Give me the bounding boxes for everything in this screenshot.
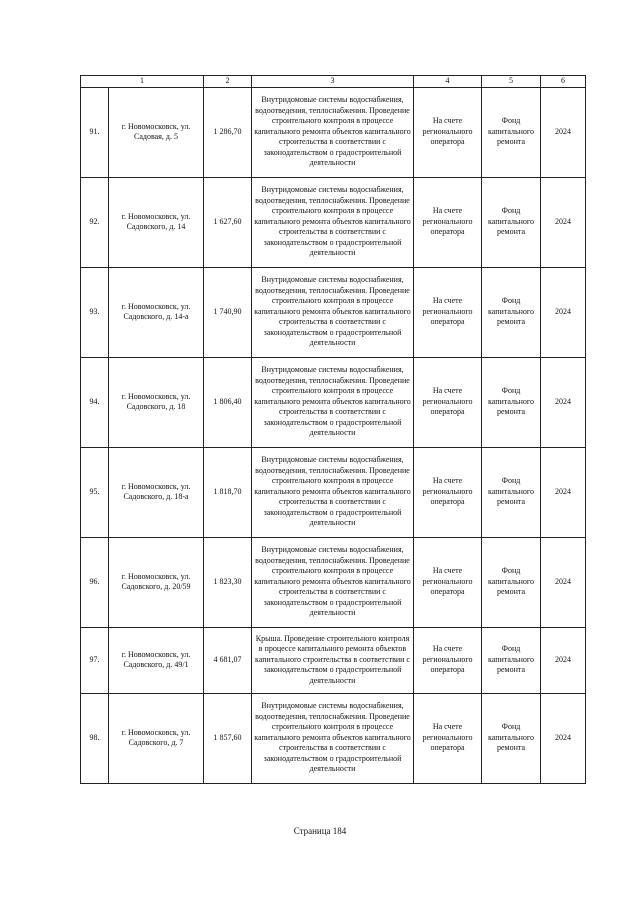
row-number: 92. xyxy=(81,177,109,267)
row-number: 96. xyxy=(81,537,109,627)
address-cell: г. Новомосковск, ул. Садовского, д. 18 xyxy=(109,357,204,447)
work-description-cell: Внутридомовые системы водоснабжения, водоотведения, теплоснабжения. Проведение строительного контроля в процессе капитального ремонта объектов капитального строительства в соответствии с законодательством о градостроительной деятельности xyxy=(252,177,414,267)
funding-source-cell: На счете регионального оператора xyxy=(414,87,482,177)
year-cell: 2024 xyxy=(541,357,586,447)
header-col-1: 1 xyxy=(81,76,204,88)
table-row xyxy=(81,267,586,357)
address-cell: г. Новомосковск, ул. Садовского, д. 14 xyxy=(109,177,204,267)
cost-cell: 1 286,70 xyxy=(204,87,252,177)
row-number: 97. xyxy=(81,627,109,693)
table-row xyxy=(81,627,586,693)
cost-cell: 1 806,40 xyxy=(204,357,252,447)
cost-cell: 1 857,60 xyxy=(204,693,252,783)
fund-cell: Фонд капитального ремонта xyxy=(482,357,541,447)
cost-cell: 1 823,30 xyxy=(204,537,252,627)
address-cell: г. Новомосковск, ул. Садовского, д. 49/1 xyxy=(109,627,204,693)
fund-cell: Фонд капитального ремонта xyxy=(482,87,541,177)
funding-source-cell: На счете регионального оператора xyxy=(414,537,482,627)
fund-cell: Фонд капитального ремонта xyxy=(482,627,541,693)
page-number: Страница 184 xyxy=(293,826,347,836)
funding-source-cell: На счете регионального оператора xyxy=(414,177,482,267)
fund-cell: Фонд капитального ремонта xyxy=(482,537,541,627)
funding-source-cell: На счете регионального оператора xyxy=(414,693,482,783)
row-number: 91. xyxy=(81,87,109,177)
header-col-5: 5 xyxy=(482,76,541,88)
fund-cell: Фонд капитального ремонта xyxy=(482,267,541,357)
work-description-cell: Крыша. Проведение строительного контроля в процессе капитального ремонта объектов капитального строительства в соответствии с законодательством о градостроительной деятельности xyxy=(252,627,414,693)
cost-cell: 1 627,60 xyxy=(204,177,252,267)
year-cell: 2024 xyxy=(541,627,586,693)
table-row xyxy=(81,693,586,783)
work-description-cell: Внутридомовые системы водоснабжения, водоотведения, теплоснабжения. Проведение строительного контроля в процессе капитального ремонта объектов капитального строительства в соответствии с законодательством о градостроительной деятельности xyxy=(252,357,414,447)
address-cell: г. Новомосковск, ул. Садовского, д. 14-а xyxy=(109,267,204,357)
table-body xyxy=(81,87,586,783)
cost-cell: 4 681,07 xyxy=(204,627,252,693)
work-description-cell: Внутридомовые системы водоснабжения, водоотведения, теплоснабжения. Проведение строительного контроля в процессе капитального ремонта объектов капитального строительства в соответствии с законодательством о градостроительной деятельности xyxy=(252,447,414,537)
year-cell: 2024 xyxy=(541,267,586,357)
work-description-cell: Внутридомовые системы водоснабжения, водоотведения, теплоснабжения. Проведение строительного контроля в процессе капитального ремонта объектов капитального строительства в соответствии с законодательством о градостроительной деятельности xyxy=(252,693,414,783)
row-number: 98. xyxy=(81,693,109,783)
funding-source-cell: На счете регионального оператора xyxy=(414,447,482,537)
work-description-cell: Внутридомовые системы водоснабжения, водоотведения, теплоснабжения. Проведение строительного контроля в процессе капитального ремонта объектов капитального строительства в соответствии с законодательством о градостроительной деятельности xyxy=(252,267,414,357)
table-row xyxy=(81,177,586,267)
table-row xyxy=(81,537,586,627)
row-number: 94. xyxy=(81,357,109,447)
header-col-6: 6 xyxy=(541,76,586,88)
table-row xyxy=(81,87,586,177)
row-number: 93. xyxy=(81,267,109,357)
header-col-4: 4 xyxy=(414,76,482,88)
address-cell: г. Новомосковск, ул. Садовского, д. 7 xyxy=(109,693,204,783)
work-description-cell: Внутридомовые системы водоснабжения, водоотведения, теплоснабжения. Проведение строительного контроля в процессе капитального ремонта объектов капитального строительства в соответствии с законодательством о градостроительной деятельности xyxy=(252,537,414,627)
cost-cell: 1 740,90 xyxy=(204,267,252,357)
year-cell: 2024 xyxy=(541,537,586,627)
header-row xyxy=(81,76,586,88)
year-cell: 2024 xyxy=(541,177,586,267)
year-cell: 2024 xyxy=(541,693,586,783)
funding-source-cell: На счете регионального оператора xyxy=(414,357,482,447)
repair-plan-table xyxy=(80,75,586,784)
address-cell: г. Новомосковск, ул. Садовского, д. 20/59 xyxy=(109,537,204,627)
fund-cell: Фонд капитального ремонта xyxy=(482,447,541,537)
cost-cell: 1 818,70 xyxy=(204,447,252,537)
funding-source-cell: На счете регионального оператора xyxy=(414,627,482,693)
fund-cell: Фонд капитального ремонта xyxy=(482,177,541,267)
row-number: 95. xyxy=(81,447,109,537)
year-cell: 2024 xyxy=(541,447,586,537)
address-cell: г. Новомосковск, ул. Садовая, д. 5 xyxy=(109,87,204,177)
work-description-cell: Внутридомовые системы водоснабжения, водоотведения, теплоснабжения. Проведение строительного контроля в процессе капитального ремонта объектов капитального строительства в соответствии с законодательством о градостроительной деятельности xyxy=(252,87,414,177)
address-cell: г. Новомосковск, ул. Садовского, д. 18-а xyxy=(109,447,204,537)
fund-cell: Фонд капитального ремонта xyxy=(482,693,541,783)
year-cell: 2024 xyxy=(541,87,586,177)
table-row xyxy=(81,447,586,537)
header-col-3: 3 xyxy=(252,76,414,88)
funding-source-cell: На счете регионального оператора xyxy=(414,267,482,357)
header-col-2: 2 xyxy=(204,76,252,88)
table-row xyxy=(81,357,586,447)
